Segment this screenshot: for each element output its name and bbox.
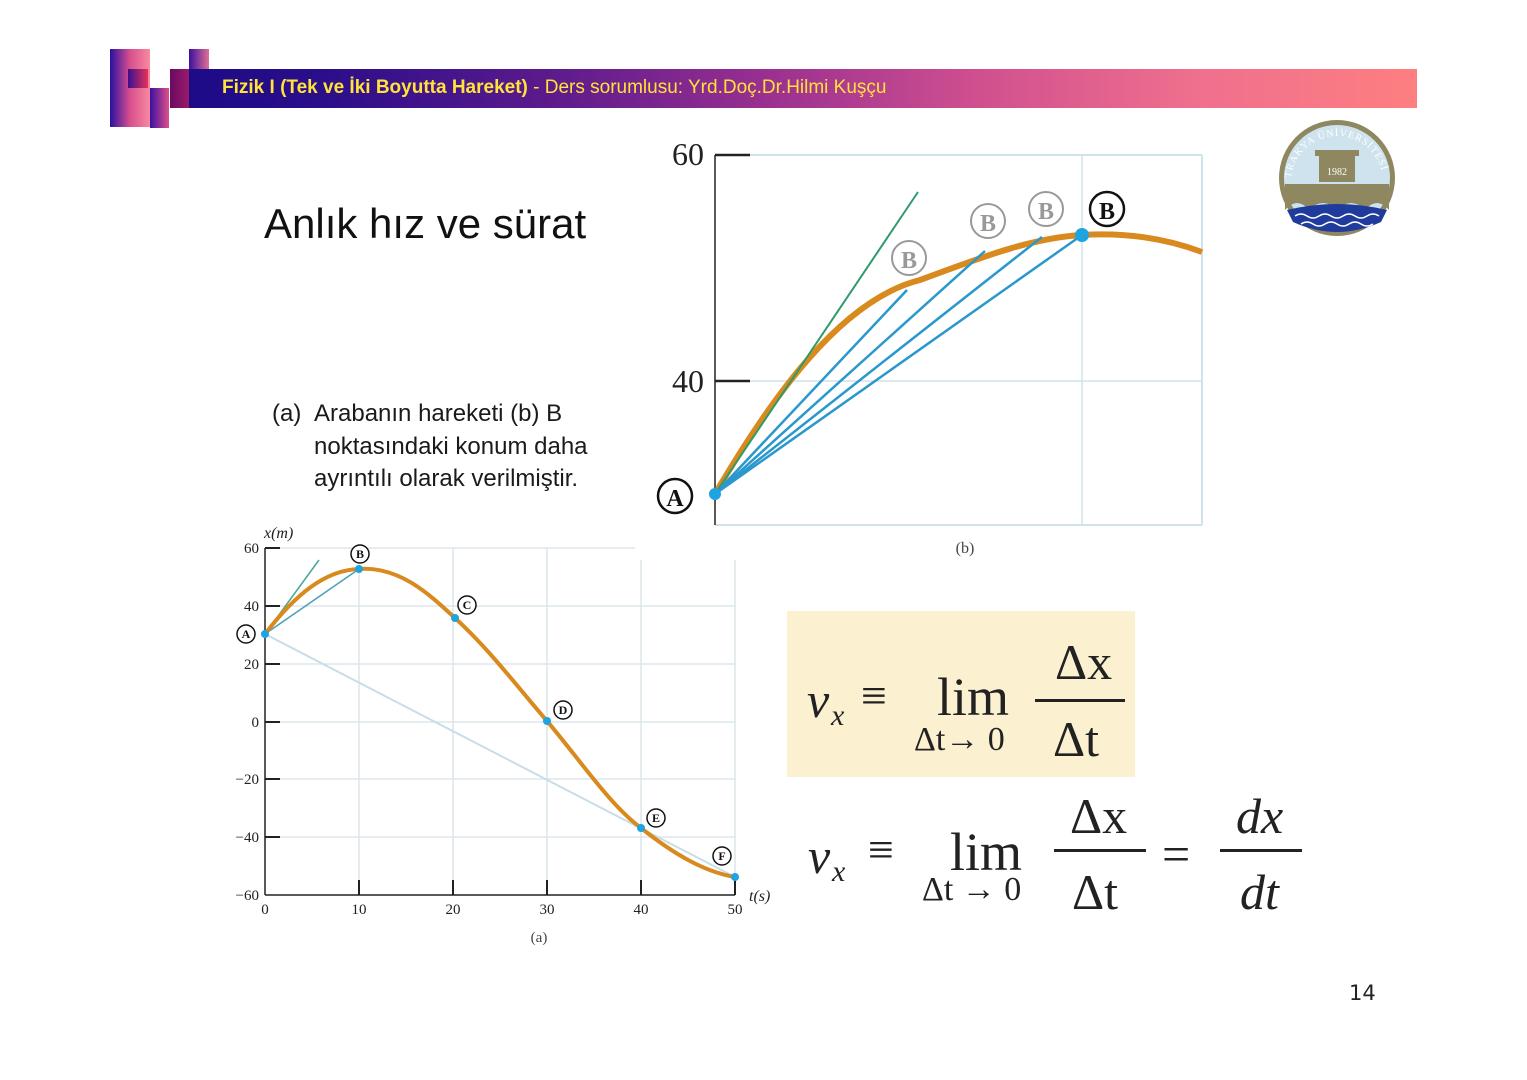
svg-text:B: B xyxy=(1037,199,1055,225)
svg-text:C: C xyxy=(462,598,472,612)
f1-lim: lim xyxy=(937,667,1010,727)
label-b-1 xyxy=(892,241,926,275)
svg-text:D: D xyxy=(558,703,568,717)
formula-1 xyxy=(787,611,1135,777)
f2-num: Δx xyxy=(1070,788,1128,844)
svg-text:A: A xyxy=(666,486,684,512)
caption-label: (a) xyxy=(272,400,302,427)
chart-a-xtick: 50 xyxy=(727,902,743,918)
f1-num: Δx xyxy=(1055,634,1113,690)
label-b-final xyxy=(1090,192,1124,226)
chart-a-xtick: 20 xyxy=(445,902,461,918)
figure-caption xyxy=(272,398,588,496)
chart-a-ytick: 40 xyxy=(244,599,259,615)
decor-square-5 xyxy=(170,69,189,108)
slide-title: Anlık hız ve sürat xyxy=(264,200,587,247)
f2-den2: dt xyxy=(1240,864,1279,920)
chart-a-ytick: 60 xyxy=(244,541,259,557)
point-label-e xyxy=(647,809,665,827)
f1-lhs: v xyxy=(807,672,830,728)
svg-text:B: B xyxy=(900,248,918,274)
f2-lhs-sub: x xyxy=(832,855,846,888)
caption-line-3: ayrıntılı olarak verilmiştir. xyxy=(314,465,579,492)
chart-a-title: (a) xyxy=(530,930,548,946)
label-a xyxy=(658,479,692,513)
point-label-d xyxy=(554,701,572,719)
decor-square-1 xyxy=(110,49,150,127)
f1-op: ≡ xyxy=(861,670,887,721)
f2-den: Δt xyxy=(1072,864,1119,920)
svg-text:A: A xyxy=(241,627,251,641)
caption-line-2: noktasındaki konum daha xyxy=(314,432,588,460)
f2-op: ≡ xyxy=(868,824,894,875)
f2-eq: = xyxy=(1162,826,1191,882)
label-b-3 xyxy=(1029,192,1063,226)
point-label-b xyxy=(351,545,369,563)
svg-text:B: B xyxy=(1098,199,1116,225)
chart-b-ytick-60: 60 xyxy=(672,136,704,172)
f1-den: Δt xyxy=(1053,711,1100,767)
chart-a-xtick: 10 xyxy=(351,902,367,918)
chart-a-xtick: 30 xyxy=(539,902,555,918)
logo-name: TRAKYA ÜNİVERSİTESİ xyxy=(1283,127,1390,179)
formula-2 xyxy=(800,785,1320,925)
chart-b-title: (b) xyxy=(955,540,975,557)
f2-lim-sub: Δt → 0 xyxy=(922,871,1022,908)
chart-a-ytick: 20 xyxy=(244,657,259,673)
f2-num2: dx xyxy=(1236,788,1284,844)
decor-square-3 xyxy=(150,88,169,128)
svg-text:B: B xyxy=(979,211,997,237)
svg-text:F: F xyxy=(718,849,726,863)
chart-a-xtick: 0 xyxy=(261,902,269,918)
chart-b xyxy=(640,130,1220,560)
chart-a-ytick: −20 xyxy=(235,772,259,788)
svg-text:E: E xyxy=(651,811,661,825)
header-separator: - xyxy=(527,77,545,98)
decor-square-2 xyxy=(128,69,148,88)
chart-a-ytick: −60 xyxy=(235,888,259,904)
chart-a-xtick: 40 xyxy=(633,902,649,918)
header-title xyxy=(222,76,887,100)
chart-a-xlabel: t(s) xyxy=(749,888,771,905)
point-label-a xyxy=(237,625,255,643)
chart-a-ytick: 0 xyxy=(251,715,259,731)
page-number: 14 xyxy=(1349,981,1376,1005)
chart-a-ytick: −40 xyxy=(235,830,259,846)
f1-lhs-sub: x xyxy=(831,699,845,732)
point-label-f xyxy=(713,847,731,865)
chart-b-ytick-40: 40 xyxy=(672,363,704,399)
point-label-c xyxy=(458,596,476,614)
svg-text:B: B xyxy=(355,547,365,561)
course-title: Fizik I (Tek ve İki Boyutta Hareket) xyxy=(222,77,528,98)
f2-lhs: v xyxy=(808,828,831,884)
caption-line-1: Arabanın hareketi (b) B xyxy=(314,400,563,427)
chart-a-ylabel: x(m) xyxy=(264,525,294,542)
instructor-name: Ders sorumlusu: Yrd.Doç.Dr.Hilmi Kuşçu xyxy=(544,77,887,98)
label-b-2 xyxy=(971,204,1005,238)
f2-lim: lim xyxy=(950,822,1023,882)
chart-a xyxy=(220,515,790,950)
university-logo xyxy=(1277,118,1397,238)
f1-lim-sub: Δt→ 0 xyxy=(914,721,1005,758)
logo-year: 1982 xyxy=(1327,167,1347,178)
